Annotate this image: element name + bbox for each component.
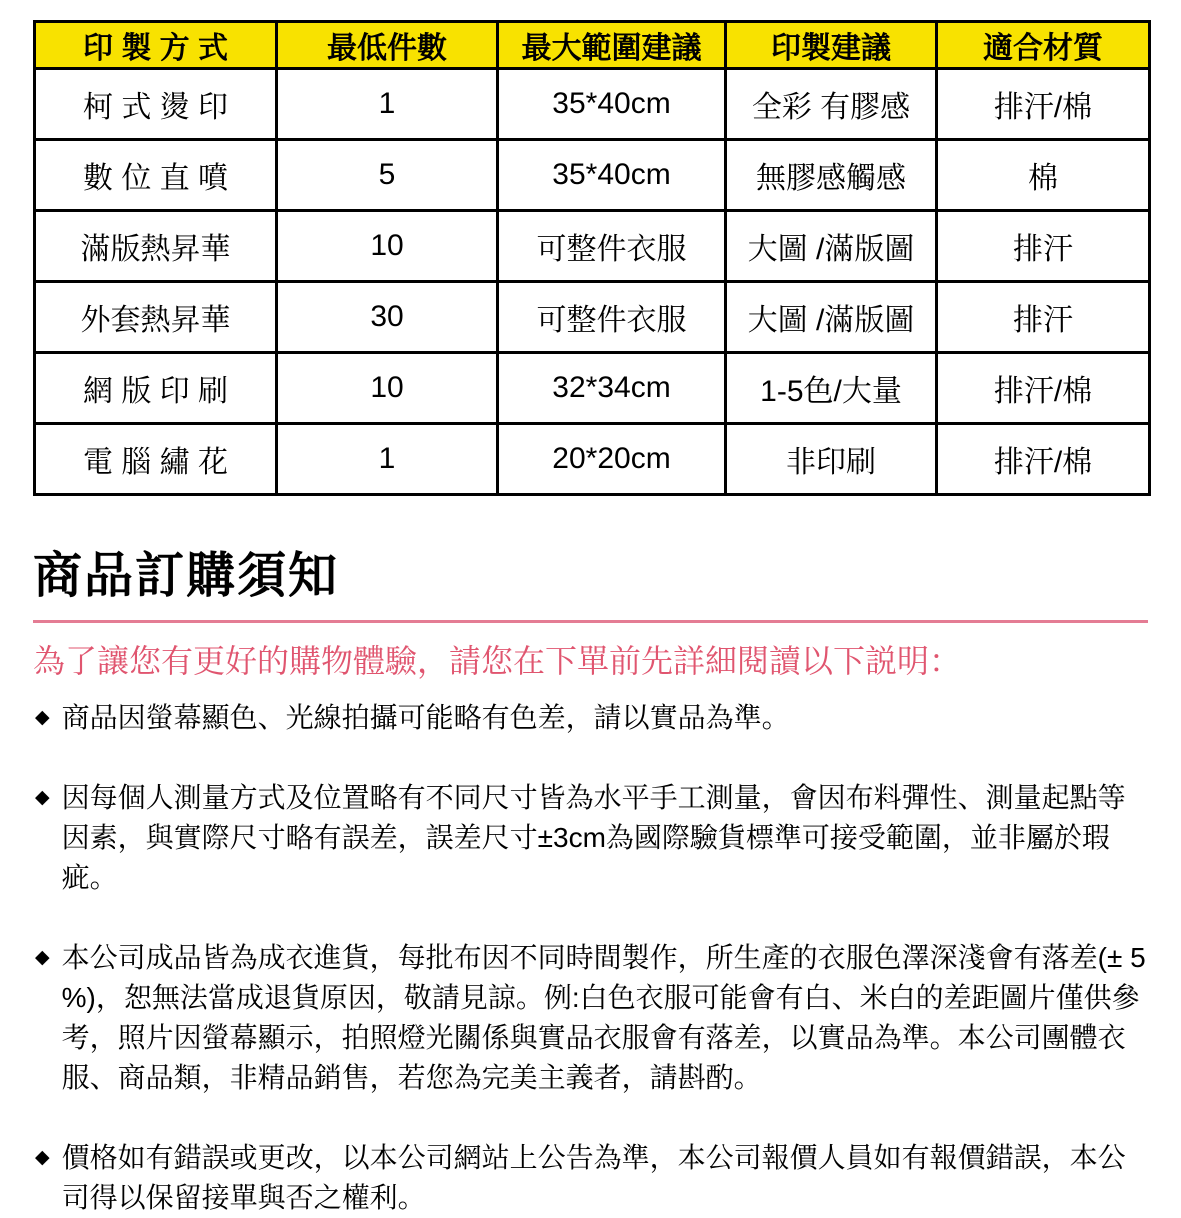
column-header: 最低件數 <box>277 22 498 69</box>
notice-item-text: 本公司成品皆為成衣進貨，每批布因不同時間製作，所生產的衣服色澤深淺會有落差(± 5 %)，恕無法當成退貨原因，敬請見諒。例:白色衣服可能會有白、米白的差距圖片僅供參考，照片因螢幕顯示，拍照燈光關係與實品衣服會有落差，以實品為準。本公司團體衣服、商品類，非精品銷售，若您為完美主義者，請斟酌。 <box>61 942 1146 1093</box>
table-cell: 30 <box>277 282 498 353</box>
notice-item-text: 因每個人測量方式及位置略有不同尺寸皆為水平手工測量，會因布料彈性、測量起點等因素，與實際尺寸略有誤差，誤差尺寸±3cm為國際驗貨標準可接受範圍，並非屬於瑕疵。 <box>61 782 1126 893</box>
notice-item-text: 商品因螢幕顯色、光線拍攝可能略有色差，請以實品為準。 <box>61 702 790 733</box>
print-methods-table <box>33 20 1151 496</box>
table-cell: 排汗/棉 <box>937 69 1150 140</box>
table-cell: 滿版熱昇華 <box>35 211 277 282</box>
table-cell: 大圖 /滿版圖 <box>726 211 937 282</box>
diamond-bullet-icon: ◆ <box>35 707 50 728</box>
table-cell: 10 <box>277 211 498 282</box>
table-row <box>35 353 1150 424</box>
table-cell: 數 位 直 噴 <box>35 140 277 211</box>
column-header: 最大範圍建議 <box>498 22 726 69</box>
table-cell: 電 腦 繡 花 <box>35 424 277 495</box>
notice-item <box>35 698 1149 738</box>
notice-item-text: 價格如有錯誤或更改，以本公司網站上公告為準，本公司報價人員如有報價錯誤，本公司得以保留接單與否之權利。 <box>61 1142 1126 1213</box>
table-cell: 可整件衣服 <box>498 282 726 353</box>
column-header: 適合材質 <box>937 22 1150 69</box>
table-body <box>35 69 1150 495</box>
table-row <box>35 211 1150 282</box>
table-cell: 無膠感觸感 <box>726 140 937 211</box>
notice-item <box>35 938 1149 1098</box>
table-row <box>35 140 1150 211</box>
table-cell: 32*34cm <box>498 353 726 424</box>
table-cell: 柯 式 燙 印 <box>35 69 277 140</box>
notice-title: 商品訂購須知 <box>33 549 340 603</box>
diamond-bullet-icon: ◆ <box>35 1147 50 1168</box>
table-cell: 排汗 <box>937 211 1150 282</box>
notice-divider <box>33 620 1148 623</box>
table-cell: 1 <box>277 69 498 140</box>
table-cell: 排汗/棉 <box>937 353 1150 424</box>
table-cell: 1-5色/大量 <box>726 353 937 424</box>
table-cell: 排汗/棉 <box>937 424 1150 495</box>
table-cell: 外套熱昇華 <box>35 282 277 353</box>
table-cell: 非印刷 <box>726 424 937 495</box>
diamond-bullet-icon: ◆ <box>35 947 50 968</box>
notice-item <box>35 1138 1149 1218</box>
table-cell: 5 <box>277 140 498 211</box>
table-row <box>35 282 1150 353</box>
table-cell: 10 <box>277 353 498 424</box>
table-cell: 35*40cm <box>498 69 726 140</box>
table-cell: 大圖 /滿版圖 <box>726 282 937 353</box>
table-header-row <box>35 22 1150 69</box>
table-cell: 1 <box>277 424 498 495</box>
table-cell: 20*20cm <box>498 424 726 495</box>
table-cell: 棉 <box>937 140 1150 211</box>
table-cell: 全彩 有膠感 <box>726 69 937 140</box>
column-header: 印製建議 <box>726 22 937 69</box>
notice-item <box>35 778 1149 898</box>
table-cell: 排汗 <box>937 282 1150 353</box>
table-cell: 網 版 印 刷 <box>35 353 277 424</box>
notice-intro: 為了讓您有更好的購物體驗，請您在下單前先詳細閱讀以下説明： <box>33 643 962 679</box>
table-cell: 可整件衣服 <box>498 211 726 282</box>
table-row <box>35 69 1150 140</box>
diamond-bullet-icon: ◆ <box>35 787 50 808</box>
notice-list <box>35 698 1149 1218</box>
column-header: 印 製 方 式 <box>35 22 277 69</box>
table-row <box>35 424 1150 495</box>
table-cell: 35*40cm <box>498 140 726 211</box>
